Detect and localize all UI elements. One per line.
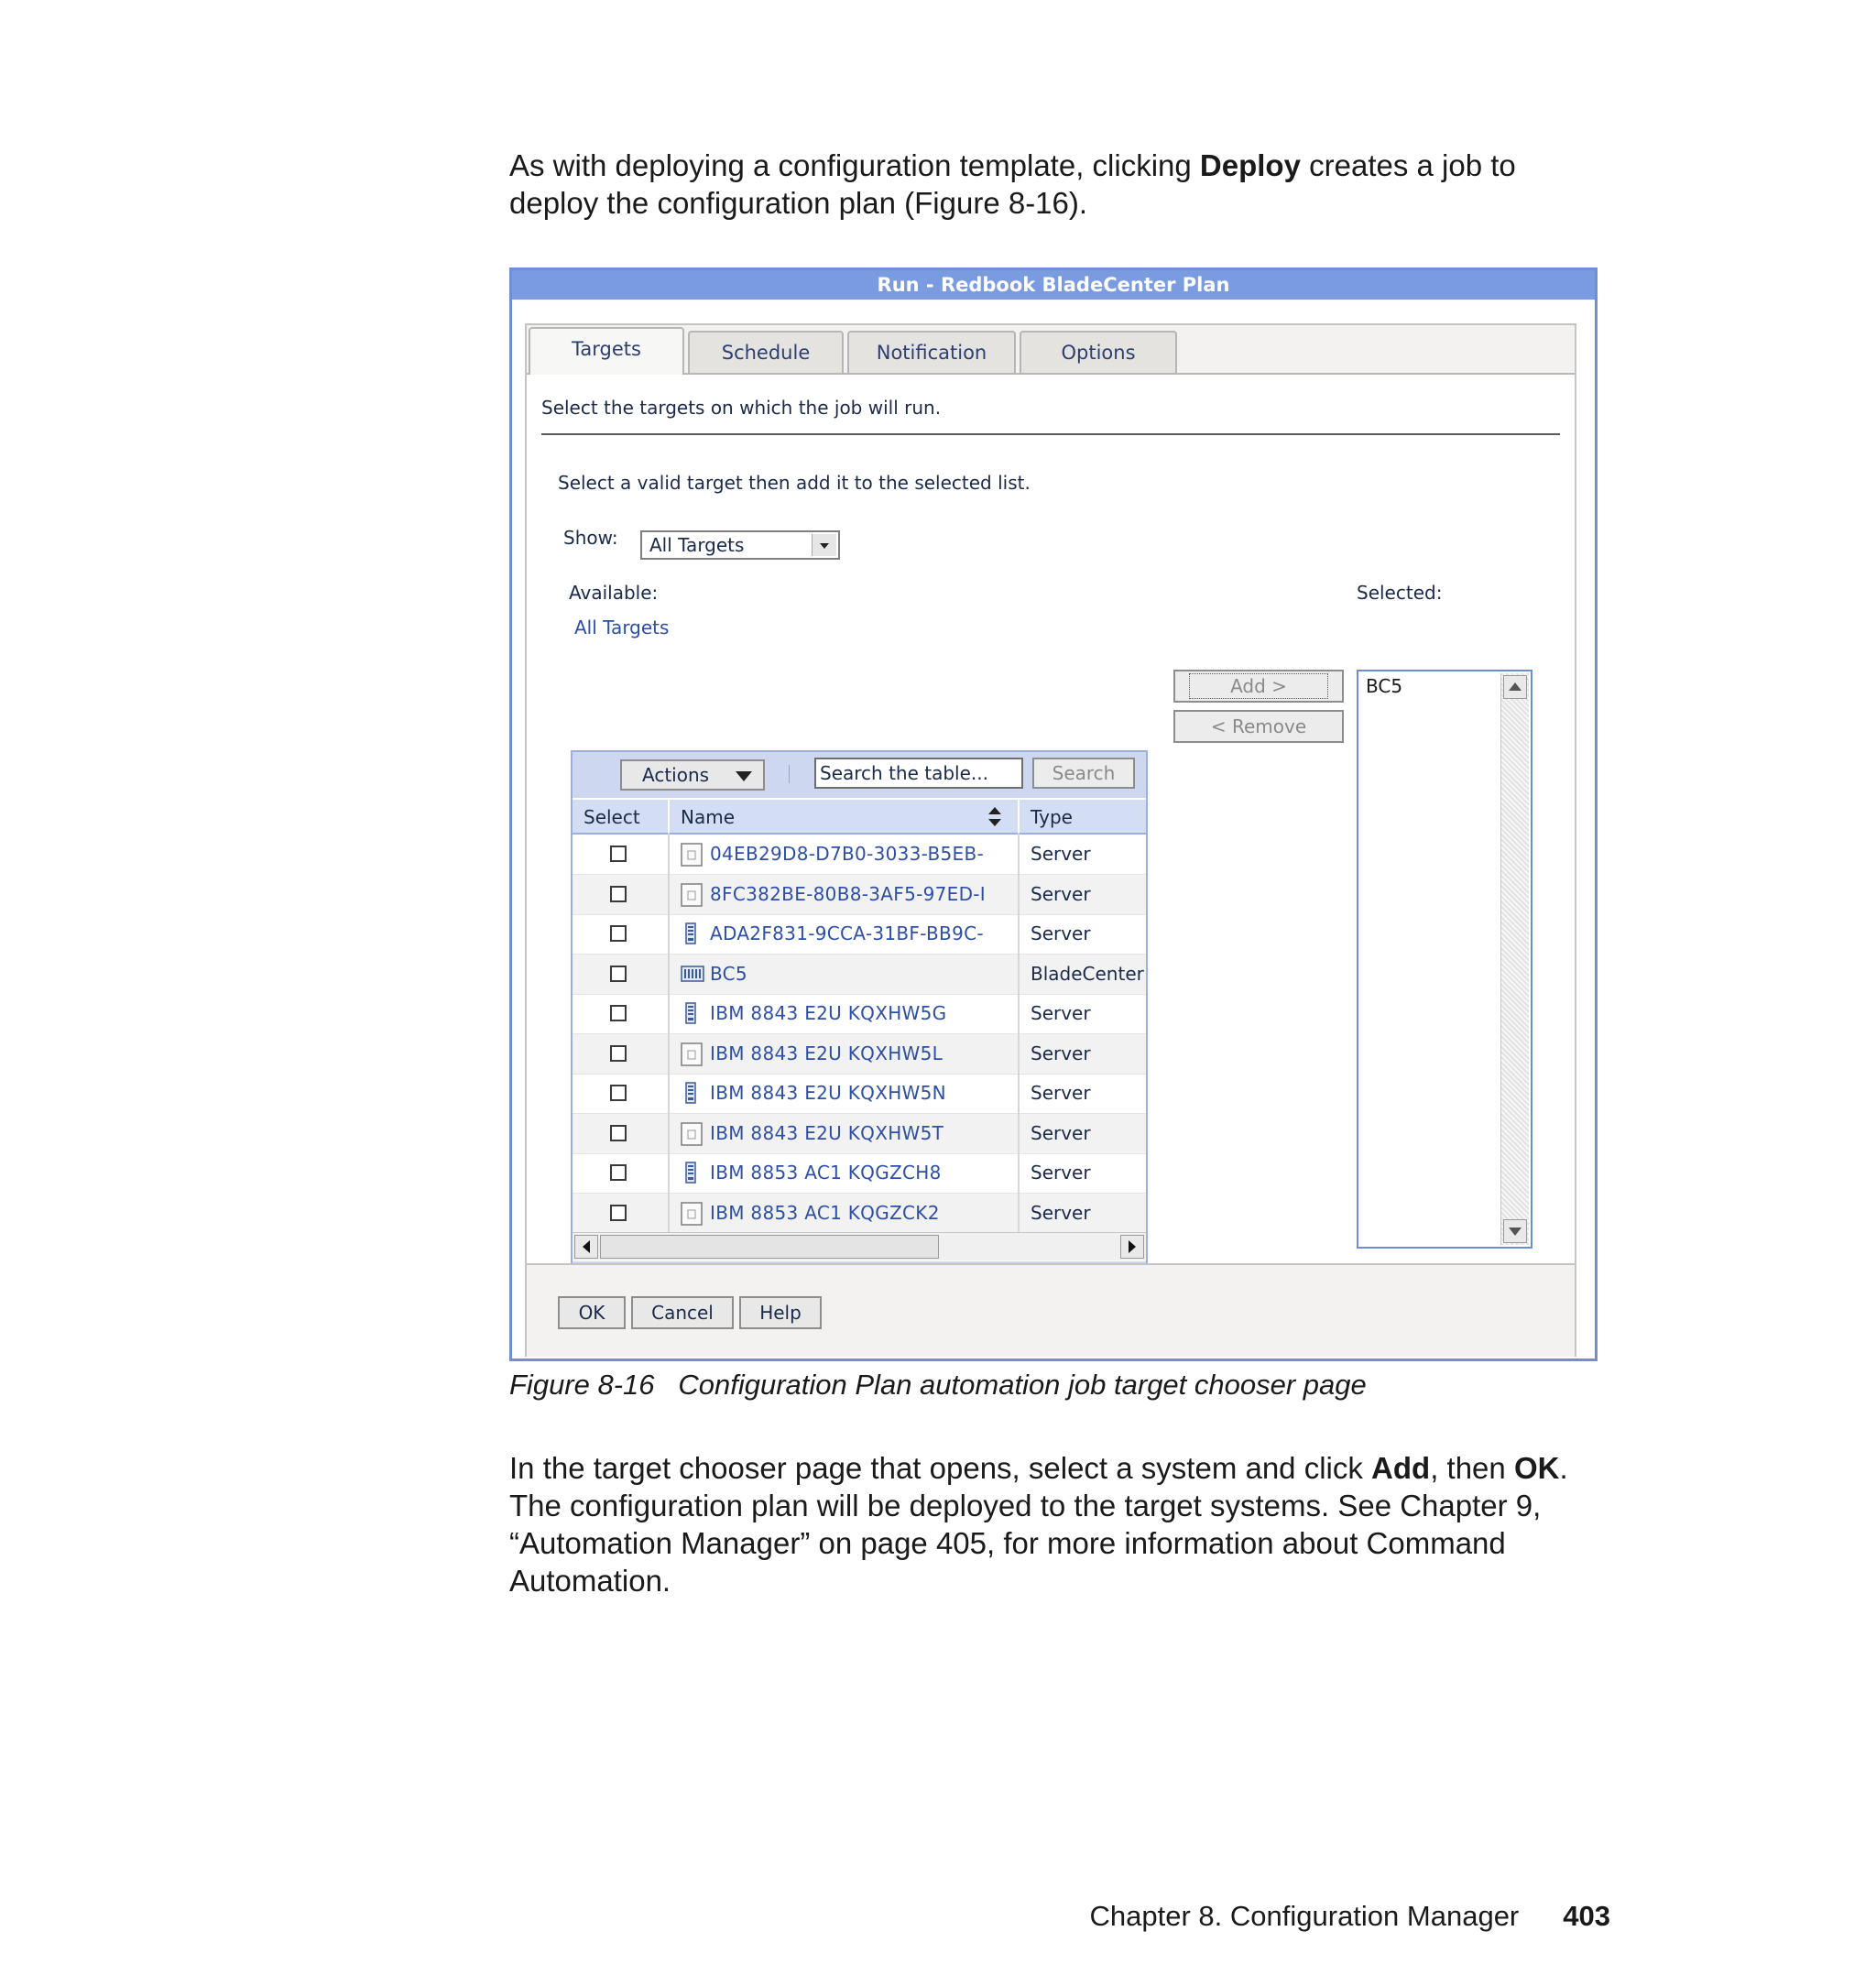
blank-server-icon bbox=[681, 1042, 701, 1064]
scroll-right-icon[interactable] bbox=[1120, 1235, 1144, 1259]
row-type: Server bbox=[1031, 1082, 1091, 1104]
row-checkbox[interactable] bbox=[610, 1125, 627, 1141]
actions-label: Actions bbox=[642, 764, 710, 786]
server-icon bbox=[681, 1002, 701, 1024]
column-select[interactable]: Select bbox=[584, 806, 640, 828]
server-icon bbox=[681, 1162, 701, 1184]
row-type: Server bbox=[1031, 922, 1091, 944]
show-label: Show: bbox=[563, 527, 618, 549]
footer-chapter: Chapter 8. Configuration Manager bbox=[1089, 1900, 1520, 1932]
run-job-window bbox=[509, 267, 1598, 1361]
intro-text-end: creates a job to deploy the configuration plan (Figure 8-16). bbox=[509, 148, 1516, 220]
intro-bold-deploy: Deploy bbox=[1199, 148, 1301, 182]
search-input[interactable]: Search the table... bbox=[814, 758, 1023, 789]
row-type: Server bbox=[1031, 843, 1091, 865]
window-frame bbox=[525, 323, 1576, 1357]
selected-targets-list[interactable] bbox=[1357, 670, 1532, 1249]
row-name-link[interactable]: ADA2F831-9CCA-31BF-BB9C- bbox=[710, 922, 984, 944]
row-type: Server bbox=[1031, 1002, 1091, 1024]
column-name-label: Name bbox=[681, 806, 736, 828]
row-type: Server bbox=[1031, 1121, 1091, 1144]
table-row[interactable] bbox=[573, 835, 1146, 875]
table-row[interactable] bbox=[573, 875, 1146, 915]
actions-menu-button[interactable] bbox=[620, 759, 765, 791]
body-paragraph bbox=[509, 1449, 1609, 1599]
selected-item-bc5[interactable]: BC5 bbox=[1366, 675, 1403, 697]
scroll-left-icon[interactable] bbox=[574, 1235, 598, 1259]
row-checkbox[interactable] bbox=[610, 886, 627, 902]
tab-schedule[interactable]: Schedule bbox=[688, 331, 844, 373]
row-name-link[interactable]: BC5 bbox=[710, 962, 747, 985]
all-targets-link[interactable]: All Targets bbox=[574, 617, 670, 638]
targets-panel bbox=[527, 375, 1575, 1263]
column-type[interactable]: Type bbox=[1031, 806, 1073, 828]
show-dropdown-value: All Targets bbox=[649, 534, 745, 556]
blank-server-icon bbox=[681, 883, 701, 905]
table-row[interactable] bbox=[573, 955, 1146, 995]
body-text-end: . The configuration plan will be deployed to the target systems. See Chapter 9, “Automation Manager” on page 405, for more information about Command Automation. bbox=[509, 1451, 1568, 1598]
row-name-link[interactable]: IBM 8853 AC1 KQGZCH8 bbox=[710, 1162, 942, 1184]
row-name-link[interactable]: IBM 8843 E2U KQXHW5T bbox=[710, 1121, 944, 1144]
body-bold-ok: OK bbox=[1513, 1451, 1560, 1485]
help-button[interactable]: Help bbox=[739, 1296, 822, 1329]
add-button-label: Add > bbox=[1189, 673, 1328, 699]
toolbar-separator bbox=[789, 765, 790, 783]
vertical-scrollbar[interactable] bbox=[1500, 673, 1529, 1245]
sort-icon[interactable] bbox=[988, 807, 1001, 827]
scroll-down-icon[interactable] bbox=[1503, 1219, 1527, 1243]
table-row[interactable] bbox=[573, 1034, 1146, 1075]
intro-text: As with deploying a configuration template, clicking bbox=[509, 148, 1200, 182]
row-name-link[interactable]: 04EB29D8-D7B0-3033-B5EB- bbox=[710, 843, 985, 865]
ok-button[interactable]: OK bbox=[558, 1296, 626, 1329]
server-icon bbox=[681, 922, 701, 944]
search-button[interactable]: Search bbox=[1032, 758, 1135, 789]
row-type: Server bbox=[1031, 882, 1091, 905]
table-row[interactable] bbox=[573, 994, 1146, 1034]
row-type: Server bbox=[1031, 1042, 1091, 1064]
page-footer bbox=[0, 1900, 1610, 1933]
tab-strip bbox=[527, 325, 1575, 375]
row-checkbox[interactable] bbox=[610, 966, 627, 982]
dialog-button-bar bbox=[527, 1263, 1575, 1357]
add-button[interactable] bbox=[1173, 670, 1344, 703]
table-row[interactable] bbox=[573, 1114, 1146, 1154]
chevron-down-icon[interactable] bbox=[812, 534, 836, 556]
row-type: Server bbox=[1031, 1162, 1091, 1184]
cancel-button[interactable]: Cancel bbox=[631, 1296, 734, 1329]
row-name-link[interactable]: IBM 8843 E2U KQXHW5L bbox=[710, 1042, 943, 1064]
row-name-link[interactable]: IBM 8843 E2U KQXHW5G bbox=[710, 1002, 947, 1024]
row-checkbox[interactable] bbox=[610, 1045, 627, 1062]
tab-options[interactable]: Options bbox=[1020, 331, 1177, 373]
table-toolbar bbox=[573, 752, 1146, 798]
row-type: BladeCenter bbox=[1031, 962, 1144, 985]
table-header bbox=[573, 800, 1146, 835]
figure-label: Figure 8-16 bbox=[509, 1369, 655, 1401]
row-type: Server bbox=[1031, 1201, 1091, 1224]
blank-server-icon bbox=[681, 1122, 701, 1144]
divider bbox=[541, 433, 1560, 435]
figure-caption bbox=[509, 1369, 1367, 1402]
available-targets-table bbox=[571, 750, 1148, 1318]
table-row[interactable] bbox=[573, 1153, 1146, 1194]
column-divider bbox=[1018, 833, 1020, 1232]
body-bold-add: Add bbox=[1371, 1451, 1431, 1485]
row-checkbox[interactable] bbox=[610, 1164, 627, 1181]
window-title: Run - Redbook BladeCenter Plan bbox=[512, 270, 1595, 300]
available-label: Available: bbox=[569, 582, 659, 604]
selected-label: Selected: bbox=[1357, 582, 1443, 604]
instruction-text: Select the targets on which the job will run. bbox=[541, 397, 942, 419]
scroll-up-icon[interactable] bbox=[1503, 675, 1527, 699]
horizontal-scrollbar[interactable] bbox=[573, 1232, 1146, 1260]
table-row[interactable] bbox=[573, 1194, 1146, 1234]
row-checkbox[interactable] bbox=[610, 1085, 627, 1101]
row-name-link[interactable]: 8FC382BE-80B8-3AF5-97ED-I bbox=[710, 882, 987, 905]
intro-paragraph bbox=[509, 147, 1609, 222]
row-checkbox[interactable] bbox=[610, 925, 627, 942]
page-number: 403 bbox=[1563, 1900, 1610, 1932]
row-name-link[interactable]: IBM 8843 E2U KQXHW5N bbox=[710, 1082, 946, 1104]
bladecenter-icon bbox=[681, 963, 701, 985]
body-text: In the target chooser page that opens, select a system and click bbox=[509, 1451, 1372, 1485]
column-divider bbox=[668, 833, 670, 1232]
blank-server-icon bbox=[681, 1202, 701, 1224]
row-checkbox[interactable] bbox=[610, 846, 627, 862]
remove-button[interactable]: < Remove bbox=[1173, 710, 1344, 743]
column-name[interactable] bbox=[670, 800, 1018, 833]
row-name-link[interactable]: IBM 8853 AC1 KQGZCK2 bbox=[710, 1201, 940, 1224]
table-row[interactable] bbox=[573, 914, 1146, 955]
tab-targets[interactable]: Targets bbox=[529, 327, 684, 375]
row-checkbox[interactable] bbox=[610, 1005, 627, 1021]
caret-down-icon bbox=[736, 771, 752, 781]
tab-notification[interactable]: Notification bbox=[847, 331, 1016, 373]
scrollbar-thumb[interactable] bbox=[600, 1235, 939, 1259]
server-icon bbox=[681, 1082, 701, 1104]
row-checkbox[interactable] bbox=[610, 1205, 627, 1221]
sub-instruction-text: Select a valid target then add it to the selected list. bbox=[558, 472, 1031, 494]
show-dropdown[interactable] bbox=[640, 530, 840, 560]
table-row[interactable] bbox=[573, 1074, 1146, 1114]
body-text: , then bbox=[1430, 1451, 1514, 1485]
figure-title: Configuration Plan automation job target chooser page bbox=[678, 1369, 1367, 1401]
blank-server-icon bbox=[681, 843, 701, 865]
